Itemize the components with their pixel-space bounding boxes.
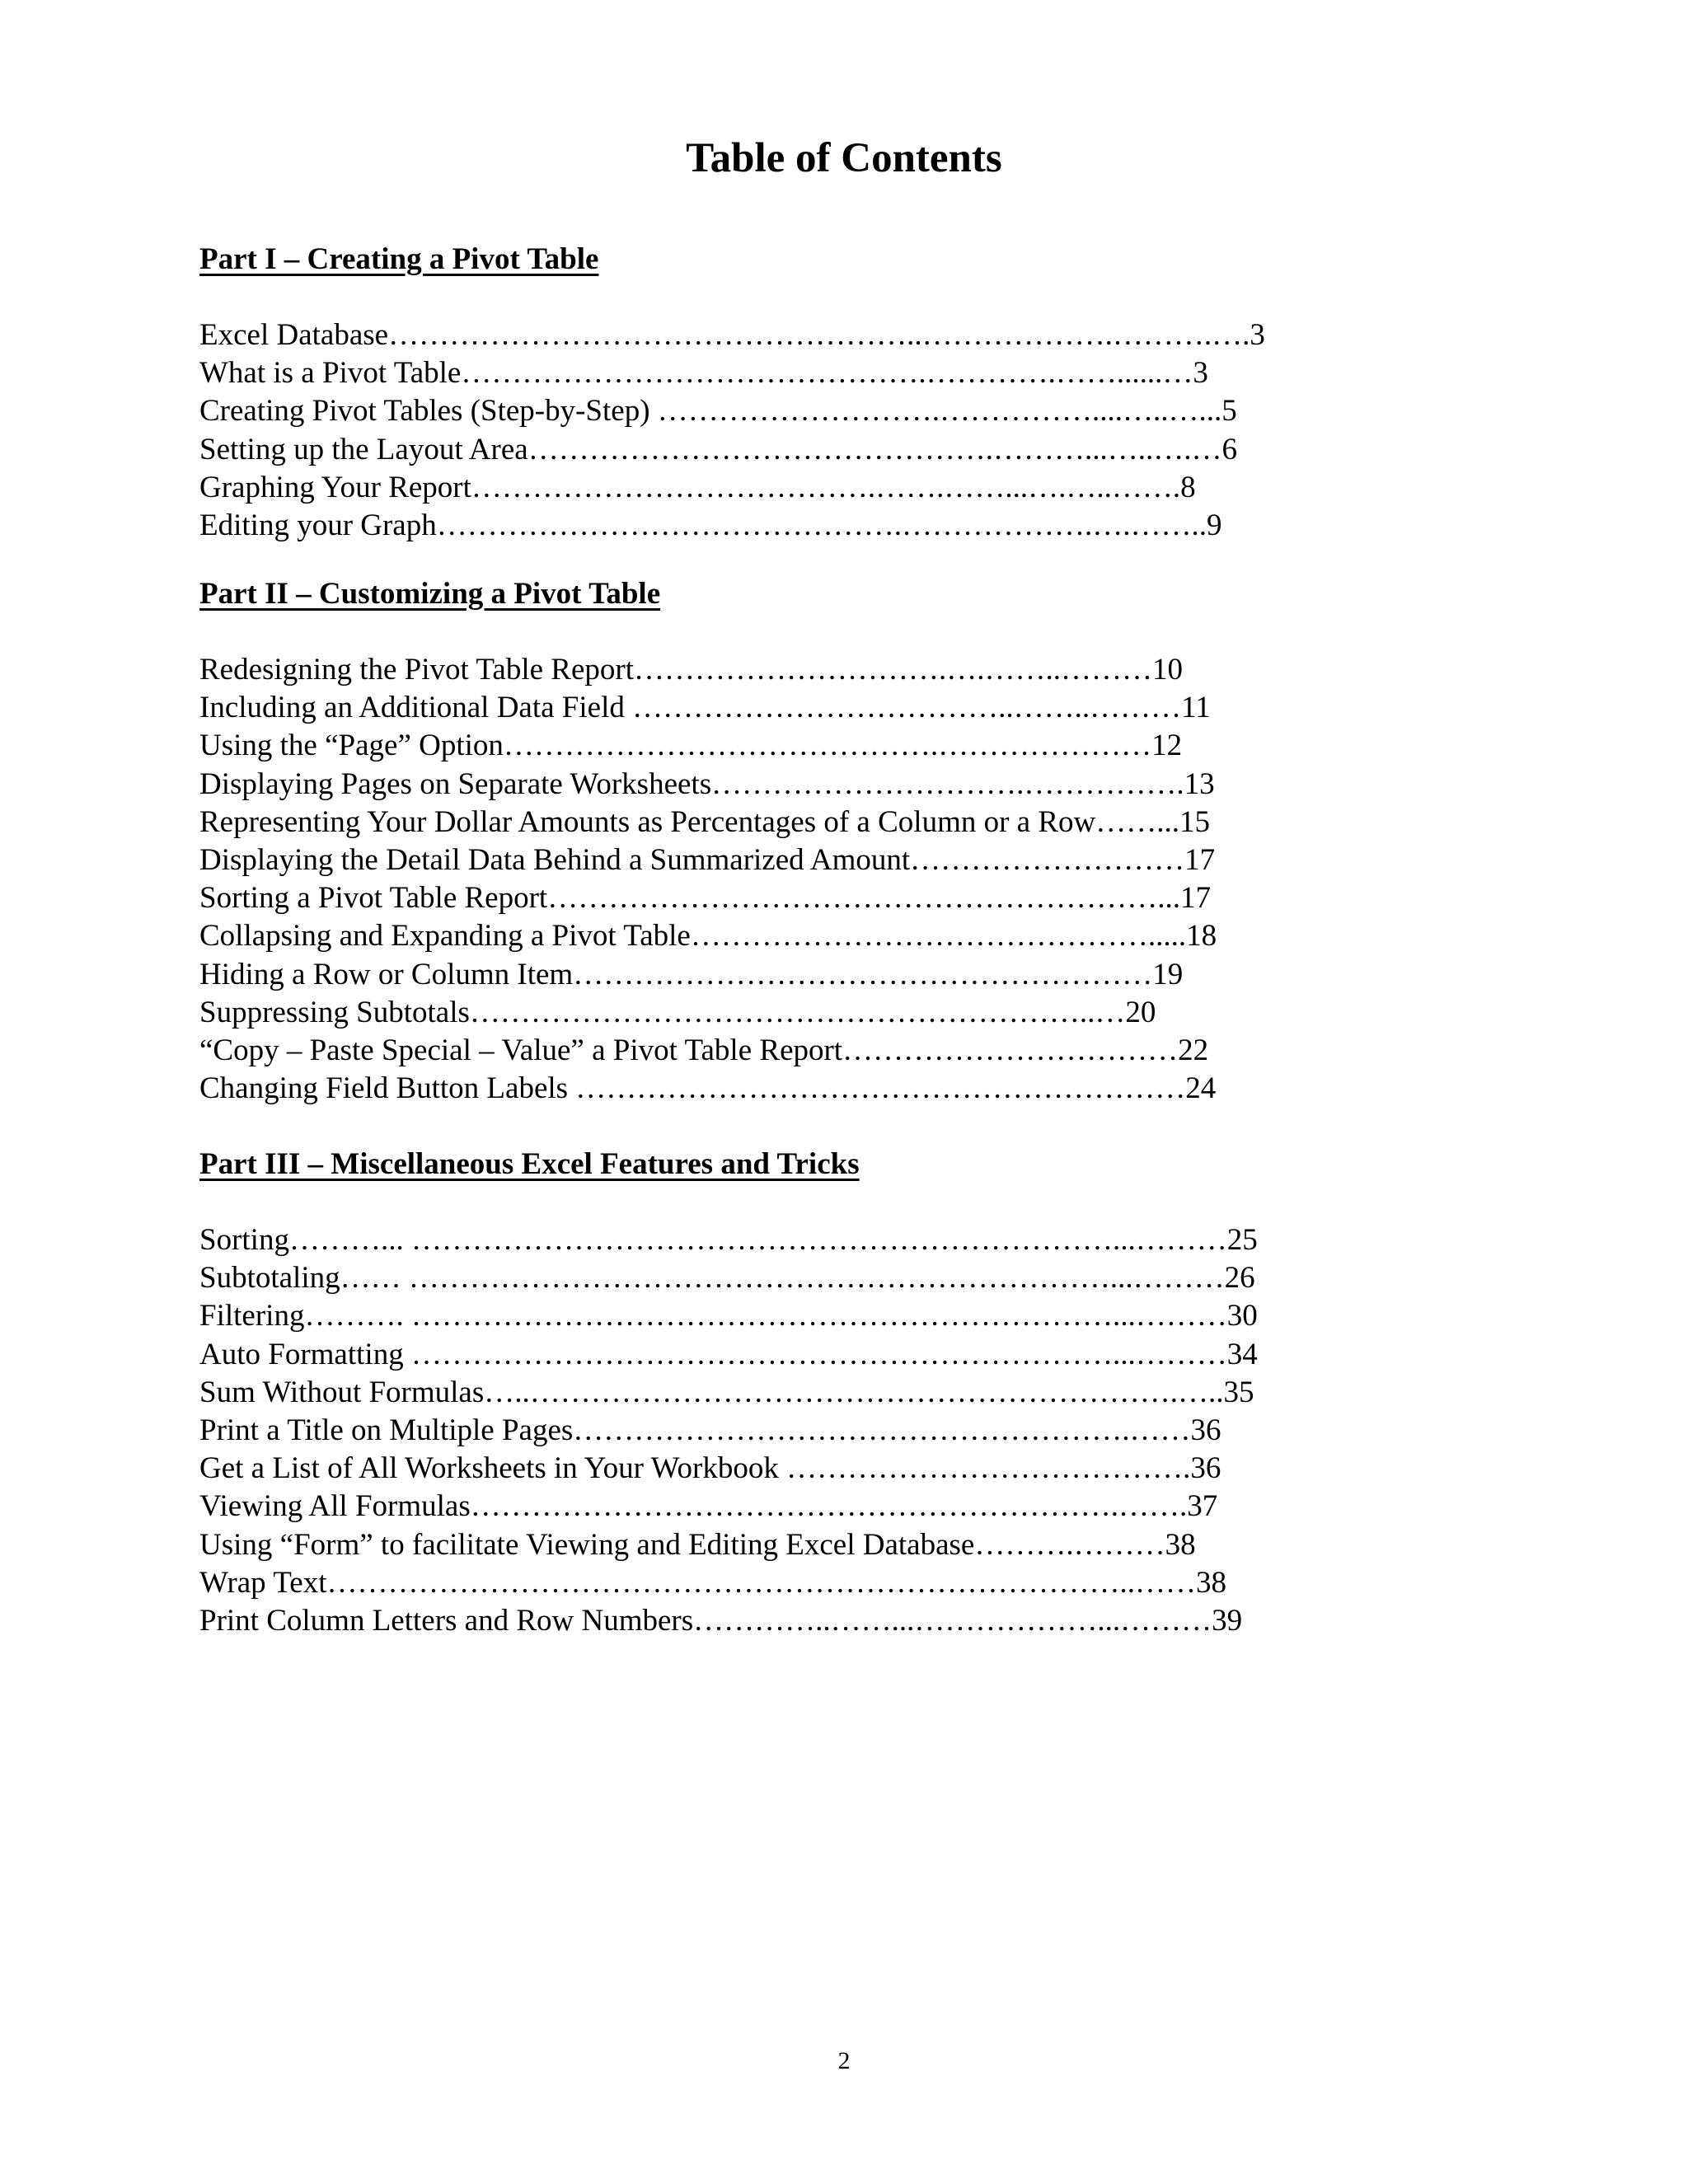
toc-entry-text: Displaying the Detail Data Behind a Summarized Amount………………………17 [199, 842, 1216, 877]
toc-entry [199, 689, 1217, 727]
toc-entry [199, 469, 1265, 507]
toc-entry-text: Redesigning the Pivot Table Report………………………….….……..………10 [199, 653, 1183, 687]
toc-entry [199, 804, 1217, 841]
toc-entry [199, 917, 1217, 955]
toc-entry [199, 1070, 1217, 1108]
toc-entry-text: Using the “Page” Option…………………………………….…………………12 [199, 729, 1183, 763]
toc-entry-text: Get a List of All Worksheets in Your Workbook ………………………………….36 [199, 1451, 1221, 1486]
section-part-2 [199, 575, 1217, 1108]
toc-entry-text: “Copy – Paste Special – Value” a Pivot Table Report……………………………22 [199, 1033, 1209, 1067]
toc-entry [199, 316, 1265, 354]
toc-entry-text: Viewing All Formulas……………………………………………………….…….37 [199, 1489, 1218, 1524]
toc-entry [199, 1526, 1258, 1564]
toc-entry [199, 1488, 1258, 1526]
toc-entry-text: Filtering………. ……………………………………………………………...………30 [199, 1299, 1258, 1333]
toc-entry [199, 766, 1217, 804]
toc-entry-text: What is a Pivot Table……………………………………….………….……......…3 [199, 356, 1208, 391]
toc-entry-text: Sum Without Formulas…..……………………………………………………….…..35 [199, 1375, 1254, 1409]
toc-entry [199, 354, 1265, 392]
page-number: 2 [837, 2047, 851, 2074]
toc-entry [199, 1032, 1217, 1070]
toc-entry-text: Creating Pivot Tables (Step-by-Step) ……………………….……………....…..…...5 [199, 394, 1237, 429]
toc-entry [199, 392, 1265, 430]
section-part-3 [199, 1146, 1258, 1640]
toc-entry-text: Subtotaling…… ……………………………………………………………...………26 [199, 1261, 1255, 1296]
toc-entry [199, 1259, 1258, 1297]
toc-entry [199, 431, 1265, 469]
toc-entry [199, 1297, 1258, 1335]
toc-entry-text: Graphing Your Report………………………………….…….……...….…..…….8 [199, 470, 1196, 504]
toc-entry [199, 1221, 1258, 1259]
toc-entry [199, 1412, 1258, 1450]
toc-entry [199, 507, 1265, 545]
toc-entry [199, 1450, 1258, 1488]
toc-entry-text: Excel Database……………………………………………..……………….……….….3 [199, 318, 1265, 352]
toc-entry-text: Including an Additional Data Field ………………………………..……..………11 [199, 691, 1211, 725]
toc-entry-text: Representing Your Dollar Amounts as Percentages of a Column or a Row……...15 [199, 804, 1210, 839]
section-part-1 [199, 241, 1265, 545]
section-heading: Part I – Creating a Pivot Table [199, 242, 599, 276]
toc-entry [199, 956, 1217, 994]
toc-entry [199, 994, 1217, 1032]
section-heading: Part III – Miscellaneous Excel Features and Tricks [199, 1147, 860, 1181]
toc-list [199, 651, 1217, 1108]
toc-entry [199, 1336, 1258, 1374]
toc-entry [199, 841, 1217, 879]
toc-entry-text: Using “Form” to facilitate Viewing and Editing Excel Database……….………38 [199, 1527, 1196, 1562]
toc-entry-text: Suppressing Subtotals……………………………………………………..…20 [199, 995, 1156, 1029]
toc-entry [199, 1374, 1258, 1412]
toc-entry-text: Hiding a Row or Column Item…………………………………………………19 [199, 957, 1184, 991]
toc-list [199, 1221, 1258, 1640]
toc-entry [199, 1602, 1258, 1640]
toc-entry-text: Auto Formatting ……………………………………………………………...………34 [199, 1337, 1258, 1371]
toc-entry [199, 1564, 1258, 1602]
toc-entry-text: Editing your Graph……………………………………….……………….….……..9 [199, 508, 1222, 542]
toc-entry-text: Print Column Letters and Row Numbers…………..……...………………...………39 [199, 1603, 1243, 1638]
toc-entry-text: Print a Title on Multiple Pages……………………………………………….……36 [199, 1413, 1221, 1447]
toc-entry-text: Wrap Text……………………………………………………………………..……38 [199, 1565, 1226, 1600]
toc-entry [199, 651, 1217, 689]
toc-entry [199, 727, 1217, 765]
toc-entry-text: Sorting………... ……………………………………………………………...………25 [199, 1223, 1258, 1257]
page-title: Table of Contents [686, 135, 1002, 181]
toc-entry-text: Setting up the Layout Area……………………………………….………...…..….…6 [199, 432, 1237, 466]
section-heading: Part II – Customizing a Pivot Table [199, 577, 661, 611]
toc-entry-text: Sorting a Pivot Table Report……………………………………………………...17 [199, 881, 1211, 916]
toc-entry-text: Changing Field Button Labels ……………………………………………………24 [199, 1071, 1217, 1106]
toc-entry [199, 879, 1217, 917]
toc-entry-text: Displaying Pages on Separate Worksheets………………………….…………….13 [199, 766, 1215, 801]
toc-entry-text: Collapsing and Expanding a Pivot Table……………………………………….....18 [199, 919, 1217, 954]
toc-list [199, 316, 1265, 545]
